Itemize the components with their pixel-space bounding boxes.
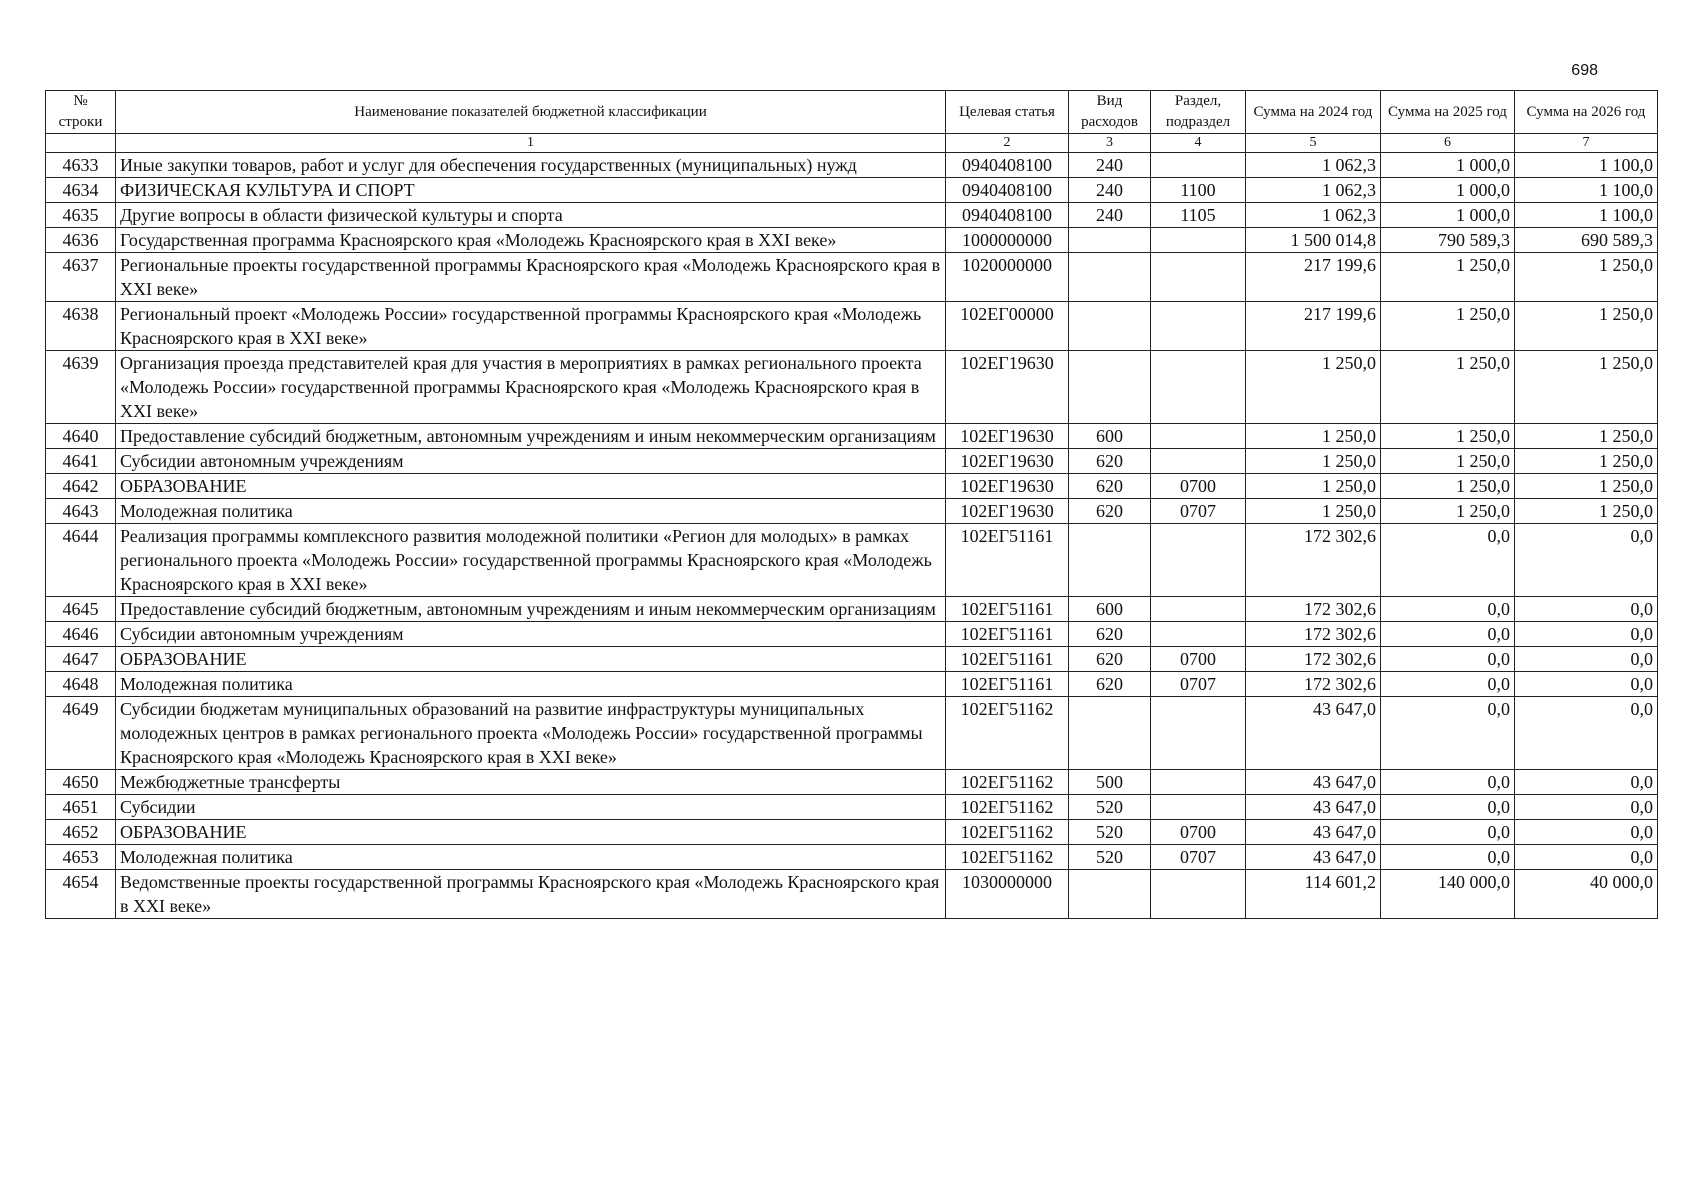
header-expense-kind: Вид расходов — [1069, 91, 1151, 134]
row-expense-kind: 620 — [1069, 449, 1151, 474]
table-row — [46, 697, 1658, 770]
row-section — [1151, 795, 1246, 820]
row-target-article: 1020000000 — [946, 253, 1069, 302]
column-number — [46, 134, 116, 153]
row-target-article: 102ЕГ51161 — [946, 672, 1069, 697]
table-row — [46, 622, 1658, 647]
row-expense-kind — [1069, 302, 1151, 351]
row-sum-2025: 1 250,0 — [1381, 302, 1515, 351]
row-sum-2024: 172 302,6 — [1246, 647, 1381, 672]
row-number: 4650 — [46, 770, 116, 795]
row-sum-2025: 0,0 — [1381, 597, 1515, 622]
row-sum-2024: 1 062,3 — [1246, 153, 1381, 178]
row-sum-2024: 114 601,2 — [1246, 870, 1381, 919]
row-sum-2026: 0,0 — [1515, 820, 1658, 845]
row-expense-kind: 600 — [1069, 424, 1151, 449]
row-number: 4654 — [46, 870, 116, 919]
row-sum-2026: 1 100,0 — [1515, 153, 1658, 178]
row-sum-2026: 1 250,0 — [1515, 351, 1658, 424]
row-sum-2025: 1 000,0 — [1381, 153, 1515, 178]
row-sum-2024: 1 500 014,8 — [1246, 228, 1381, 253]
row-sum-2025: 0,0 — [1381, 647, 1515, 672]
row-name: Реализация программы комплексного развития молодежной политики «Регион для молодых» в рамках регионального проекта «Молодежь России» государственной программы Красноярского края «Молодежь Красноярского края в XXI веке» — [116, 524, 946, 597]
row-sum-2025: 1 250,0 — [1381, 474, 1515, 499]
row-number: 4639 — [46, 351, 116, 424]
row-expense-kind — [1069, 351, 1151, 424]
row-name: Межбюджетные трансферты — [116, 770, 946, 795]
row-expense-kind: 500 — [1069, 770, 1151, 795]
row-sum-2024: 43 647,0 — [1246, 770, 1381, 795]
row-sum-2025: 790 589,3 — [1381, 228, 1515, 253]
row-sum-2026: 1 250,0 — [1515, 424, 1658, 449]
row-name: Региональный проект «Молодежь России» государственной программы Красноярского края «Молодежь Красноярского края в XXI веке» — [116, 302, 946, 351]
row-section — [1151, 524, 1246, 597]
row-expense-kind: 620 — [1069, 647, 1151, 672]
row-number: 4646 — [46, 622, 116, 647]
row-name: Другие вопросы в области физической культуры и спорта — [116, 203, 946, 228]
row-expense-kind — [1069, 697, 1151, 770]
row-number: 4635 — [46, 203, 116, 228]
row-name: Субсидии бюджетам муниципальных образований на развитие инфраструктуры муниципальных молодежных центров в рамках регионального проекта «Молодежь России» государственной программы Красноярского края «Молодежь Красноярского края в XXI веке» — [116, 697, 946, 770]
row-number: 4636 — [46, 228, 116, 253]
row-sum-2025: 1 250,0 — [1381, 449, 1515, 474]
row-target-article: 102ЕГ19630 — [946, 351, 1069, 424]
row-target-article: 102ЕГ51162 — [946, 770, 1069, 795]
row-sum-2025: 1 250,0 — [1381, 499, 1515, 524]
row-sum-2026: 0,0 — [1515, 770, 1658, 795]
row-expense-kind: 620 — [1069, 672, 1151, 697]
header-sum-2024: Сумма на 2024 год — [1246, 91, 1381, 134]
row-target-article: 102ЕГ51162 — [946, 845, 1069, 870]
row-sum-2025: 0,0 — [1381, 845, 1515, 870]
header-sum-2026: Сумма на 2026 год — [1515, 91, 1658, 134]
row-sum-2026: 1 250,0 — [1515, 253, 1658, 302]
column-number: 5 — [1246, 134, 1381, 153]
row-name: ОБРАЗОВАНИЕ — [116, 820, 946, 845]
row-sum-2026: 0,0 — [1515, 697, 1658, 770]
row-number: 4644 — [46, 524, 116, 597]
row-sum-2026: 0,0 — [1515, 845, 1658, 870]
table-row — [46, 424, 1658, 449]
table-row — [46, 228, 1658, 253]
header-sum-2025: Сумма на 2025 год — [1381, 91, 1515, 134]
row-section — [1151, 622, 1246, 647]
row-expense-kind: 620 — [1069, 474, 1151, 499]
row-sum-2025: 1 250,0 — [1381, 351, 1515, 424]
row-sum-2026: 1 250,0 — [1515, 474, 1658, 499]
row-target-article: 0940408100 — [946, 153, 1069, 178]
table-row — [46, 820, 1658, 845]
row-target-article: 102ЕГ51161 — [946, 597, 1069, 622]
row-sum-2024: 1 062,3 — [1246, 178, 1381, 203]
row-section: 1105 — [1151, 203, 1246, 228]
header-target-article: Целевая статья — [946, 91, 1069, 134]
row-sum-2026: 0,0 — [1515, 622, 1658, 647]
row-sum-2026: 40 000,0 — [1515, 870, 1658, 919]
row-number: 4651 — [46, 795, 116, 820]
row-number: 4653 — [46, 845, 116, 870]
row-sum-2026: 0,0 — [1515, 524, 1658, 597]
row-sum-2026: 1 100,0 — [1515, 178, 1658, 203]
row-target-article: 102ЕГ51162 — [946, 697, 1069, 770]
row-section: 0700 — [1151, 474, 1246, 499]
row-name: ОБРАЗОВАНИЕ — [116, 474, 946, 499]
table-row — [46, 524, 1658, 597]
row-sum-2026: 1 100,0 — [1515, 203, 1658, 228]
row-section — [1151, 228, 1246, 253]
row-expense-kind — [1069, 253, 1151, 302]
row-sum-2025: 1 250,0 — [1381, 253, 1515, 302]
row-sum-2024: 172 302,6 — [1246, 524, 1381, 597]
row-expense-kind — [1069, 228, 1151, 253]
row-sum-2026: 0,0 — [1515, 672, 1658, 697]
column-number-row — [46, 134, 1658, 153]
row-sum-2024: 1 250,0 — [1246, 424, 1381, 449]
table-row — [46, 474, 1658, 499]
row-target-article: 102ЕГ51162 — [946, 795, 1069, 820]
row-expense-kind: 520 — [1069, 795, 1151, 820]
row-sum-2024: 217 199,6 — [1246, 253, 1381, 302]
table-row — [46, 253, 1658, 302]
column-number: 7 — [1515, 134, 1658, 153]
table-row — [46, 647, 1658, 672]
table-row — [46, 351, 1658, 424]
column-number: 6 — [1381, 134, 1515, 153]
row-expense-kind — [1069, 524, 1151, 597]
row-number: 4642 — [46, 474, 116, 499]
row-section: 0707 — [1151, 845, 1246, 870]
row-name: Ведомственные проекты государственной программы Красноярского края «Молодежь Красноярского края в XXI веке» — [116, 870, 946, 919]
column-number: 1 — [116, 134, 946, 153]
row-number: 4648 — [46, 672, 116, 697]
table-row — [46, 499, 1658, 524]
row-number: 4637 — [46, 253, 116, 302]
row-target-article: 0940408100 — [946, 178, 1069, 203]
row-sum-2025: 1 250,0 — [1381, 424, 1515, 449]
row-section — [1151, 597, 1246, 622]
column-number: 2 — [946, 134, 1069, 153]
row-number: 4638 — [46, 302, 116, 351]
row-section — [1151, 351, 1246, 424]
row-section: 0700 — [1151, 820, 1246, 845]
row-name: Региональные проекты государственной программы Красноярского края «Молодежь Красноярского края в XXI веке» — [116, 253, 946, 302]
row-name: ОБРАЗОВАНИЕ — [116, 647, 946, 672]
row-sum-2025: 1 000,0 — [1381, 203, 1515, 228]
row-target-article: 1000000000 — [946, 228, 1069, 253]
row-name: Государственная программа Красноярского края «Молодежь Красноярского края в XXI веке» — [116, 228, 946, 253]
row-name: ФИЗИЧЕСКАЯ КУЛЬТУРА И СПОРТ — [116, 178, 946, 203]
row-number: 4633 — [46, 153, 116, 178]
row-target-article: 102ЕГ51161 — [946, 524, 1069, 597]
header-name: Наименование показателей бюджетной классификации — [116, 91, 946, 134]
row-number: 4641 — [46, 449, 116, 474]
row-target-article: 102ЕГ19630 — [946, 499, 1069, 524]
row-number: 4643 — [46, 499, 116, 524]
row-number: 4640 — [46, 424, 116, 449]
column-number: 4 — [1151, 134, 1246, 153]
table-row — [46, 597, 1658, 622]
row-expense-kind: 620 — [1069, 622, 1151, 647]
row-name: Молодежная политика — [116, 672, 946, 697]
row-section: 0700 — [1151, 647, 1246, 672]
table-row — [46, 153, 1658, 178]
row-expense-kind: 240 — [1069, 203, 1151, 228]
row-section — [1151, 424, 1246, 449]
row-sum-2024: 43 647,0 — [1246, 697, 1381, 770]
row-target-article: 0940408100 — [946, 203, 1069, 228]
row-name: Молодежная политика — [116, 845, 946, 870]
row-target-article: 102ЕГ19630 — [946, 449, 1069, 474]
row-sum-2026: 1 250,0 — [1515, 499, 1658, 524]
row-sum-2026: 0,0 — [1515, 597, 1658, 622]
row-sum-2025: 0,0 — [1381, 697, 1515, 770]
column-number: 3 — [1069, 134, 1151, 153]
row-expense-kind: 240 — [1069, 153, 1151, 178]
table-row — [46, 203, 1658, 228]
row-section: 0707 — [1151, 672, 1246, 697]
row-sum-2024: 43 647,0 — [1246, 820, 1381, 845]
row-name: Молодежная политика — [116, 499, 946, 524]
row-name: Субсидии автономным учреждениям — [116, 449, 946, 474]
row-sum-2024: 172 302,6 — [1246, 622, 1381, 647]
table-row — [46, 845, 1658, 870]
row-sum-2026: 0,0 — [1515, 795, 1658, 820]
row-expense-kind: 600 — [1069, 597, 1151, 622]
row-sum-2024: 1 062,3 — [1246, 203, 1381, 228]
header-row-no: № строки — [46, 91, 116, 134]
row-section — [1151, 770, 1246, 795]
row-section: 1100 — [1151, 178, 1246, 203]
header-row — [46, 91, 1658, 134]
row-sum-2024: 1 250,0 — [1246, 499, 1381, 524]
row-sum-2024: 172 302,6 — [1246, 672, 1381, 697]
row-target-article: 102ЕГ19630 — [946, 424, 1069, 449]
row-sum-2026: 0,0 — [1515, 647, 1658, 672]
table-row — [46, 770, 1658, 795]
row-sum-2024: 43 647,0 — [1246, 795, 1381, 820]
row-number: 4652 — [46, 820, 116, 845]
row-sum-2025: 0,0 — [1381, 795, 1515, 820]
row-number: 4634 — [46, 178, 116, 203]
row-name: Предоставление субсидий бюджетным, автономным учреждениям и иным некоммерческим организациям — [116, 597, 946, 622]
row-name: Иные закупки товаров, работ и услуг для обеспечения государственных (муниципальных) нужд — [116, 153, 946, 178]
row-section — [1151, 870, 1246, 919]
row-sum-2026: 690 589,3 — [1515, 228, 1658, 253]
row-expense-kind — [1069, 870, 1151, 919]
budget-table — [45, 90, 1658, 919]
row-name: Субсидии — [116, 795, 946, 820]
table-row — [46, 449, 1658, 474]
row-sum-2025: 1 000,0 — [1381, 178, 1515, 203]
row-sum-2025: 0,0 — [1381, 770, 1515, 795]
row-sum-2024: 1 250,0 — [1246, 449, 1381, 474]
row-name: Предоставление субсидий бюджетным, автономным учреждениям и иным некоммерческим организациям — [116, 424, 946, 449]
row-expense-kind: 520 — [1069, 845, 1151, 870]
row-sum-2024: 43 647,0 — [1246, 845, 1381, 870]
row-sum-2025: 0,0 — [1381, 524, 1515, 597]
row-sum-2025: 0,0 — [1381, 820, 1515, 845]
table-row — [46, 672, 1658, 697]
row-sum-2025: 140 000,0 — [1381, 870, 1515, 919]
row-expense-kind: 520 — [1069, 820, 1151, 845]
row-number: 4645 — [46, 597, 116, 622]
row-section — [1151, 253, 1246, 302]
row-sum-2025: 0,0 — [1381, 622, 1515, 647]
table-row — [46, 870, 1658, 919]
row-sum-2026: 1 250,0 — [1515, 449, 1658, 474]
row-sum-2024: 1 250,0 — [1246, 474, 1381, 499]
row-name: Субсидии автономным учреждениям — [116, 622, 946, 647]
row-target-article: 102ЕГ19630 — [946, 474, 1069, 499]
page-number: 698 — [1571, 62, 1598, 79]
row-number: 4649 — [46, 697, 116, 770]
row-section — [1151, 153, 1246, 178]
row-sum-2024: 217 199,6 — [1246, 302, 1381, 351]
row-target-article: 1030000000 — [946, 870, 1069, 919]
row-expense-kind: 240 — [1069, 178, 1151, 203]
row-sum-2024: 1 250,0 — [1246, 351, 1381, 424]
row-section — [1151, 449, 1246, 474]
row-section — [1151, 697, 1246, 770]
row-sum-2025: 0,0 — [1381, 672, 1515, 697]
row-name: Организация проезда представителей края для участия в мероприятиях в рамках регионального проекта «Молодежь России» государственной программы Красноярского края «Молодежь Красноярского края в XXI веке» — [116, 351, 946, 424]
row-section: 0707 — [1151, 499, 1246, 524]
row-section — [1151, 302, 1246, 351]
table-row — [46, 795, 1658, 820]
table-row — [46, 302, 1658, 351]
row-target-article: 102ЕГ51162 — [946, 820, 1069, 845]
row-target-article: 102ЕГ51161 — [946, 647, 1069, 672]
row-number: 4647 — [46, 647, 116, 672]
row-target-article: 102ЕГ51161 — [946, 622, 1069, 647]
row-sum-2026: 1 250,0 — [1515, 302, 1658, 351]
row-target-article: 102ЕГ00000 — [946, 302, 1069, 351]
row-sum-2024: 172 302,6 — [1246, 597, 1381, 622]
table-row — [46, 178, 1658, 203]
row-expense-kind: 620 — [1069, 499, 1151, 524]
header-section: Раздел, подраздел — [1151, 91, 1246, 134]
